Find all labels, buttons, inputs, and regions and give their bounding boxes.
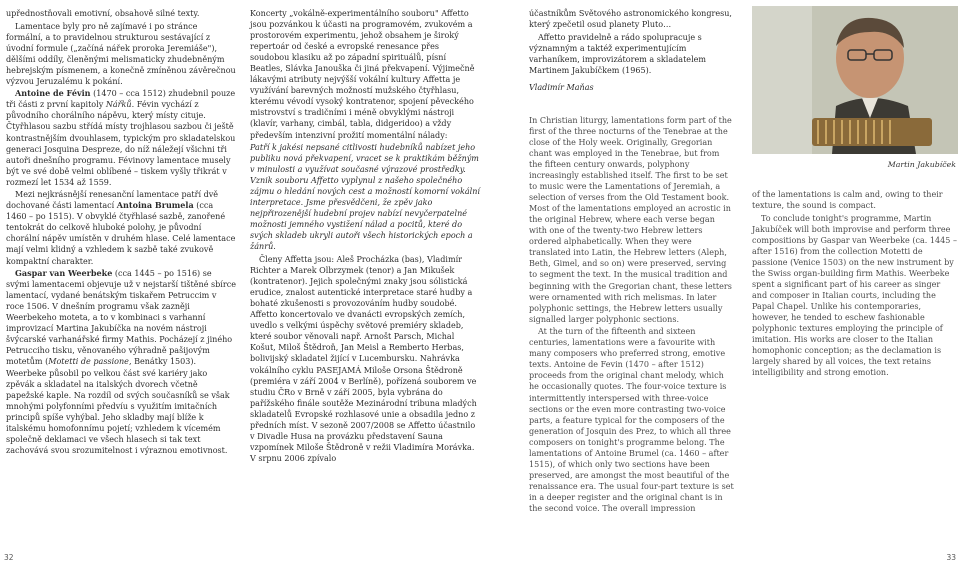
column-1 (6, 8, 236, 457)
column-2 (250, 8, 480, 465)
text: Nářků (105, 100, 132, 110)
text: Mezi nejkrásnější renesanční lamentace patří dvě dochované části lamentací (6, 190, 219, 211)
portrait-photo (752, 6, 958, 154)
composer-name: Gaspar van Weerbeke (15, 268, 113, 279)
quote: Patří k jakési nepsané citlivosti hudebníků nabízet jeho publiku nová překvapení, vracet se k praktikám běžným v minulosti a využívat současné výrazové prostředky. Vznik souboru Affetto vyplynul z našeho společného zájmu o hledání nových cest a možností komorní vokální interpretace. Jsme přesvědčeni, že zpěv jako nejpřirozenější hudební projev nabízí nevyčerpatelné možnosti jemného vystižení nálad a pocitů, které do svých skladeb ukryli autoři všech historických epoch a žánrů. (250, 143, 480, 252)
author-name: Vladimír Maňas (529, 82, 594, 92)
paragraph (6, 189, 236, 266)
composer-name: Antoina Brumela (116, 200, 194, 211)
text: Motetti de passione (48, 357, 129, 367)
photo-caption: Martin Jakubíček (887, 160, 956, 169)
paragraph-en: At the turn of the fifteenth and sixteen centuries, lamentations were a favourite with many composers who preferred strong, emotive texts. Antoine de Fevin (1470 – after 1512) proceeds from the original chant melody, which he occasionally quotes. The four-voice texture is intermittently interspersed with three-voice sections or the even more contrasting two-voice parts, a feature typical for the composers of the generation of Josquin des Prez, to which all three composers on tonight's programme belong. The lamentations of Antoine Brumel (ca. 1460 – after 1515), of which only two sections have been preserved, are amongst the most beautiful of the renaissance era. The usual four-part texture is set in a deeper register and the original chant is in the second voice. The overall impression (529, 327, 734, 513)
column-3 (529, 8, 735, 516)
paragraph (6, 88, 236, 187)
text: (cca 1445 – po 1516) se svými lamentacemi objevuje už v nejstarší tištěné sbírce lamentací, vydané benátským tiskařem Petruccim v roce 1506. V dnešním programu však zazněji Weerbekeho moteta, a to v kombinaci s varhanní improvizací Martina Jakubíčka na novém nástroji švýcarské varhanářské firmy Mathis. Pocházejí z jiného Petrucciho tisku, věnovaného výhradně pašijovým motetům ( (6, 269, 236, 367)
text: (1470 – cca 1512) zhudebnil pouze tři části z první kapitoly (6, 89, 236, 110)
paragraph-en: of the lamentations is calm and, owing to their texture, the sound is compact. (752, 190, 943, 211)
paragraph: Lamentace byly pro ně zajímavé i po stránce formální, a to pravidelnou strukturou sestávající z úvodní formule („začíná nářek proroka Jeremiáše"), dělšími oddíly, členěnými melismaticky zhudebněným hebrejským písmenem, a konečně zmíněnou závěrečnou výzvou Jeruzalému k pokání. (6, 21, 236, 86)
portrait-illustration (752, 6, 958, 154)
paragraph (6, 268, 236, 456)
paragraph (250, 142, 480, 252)
paragraph-en: To conclude tonight's programme, Martin Jakubíček will both improvise and perform three compositions by Gaspar van Weerbeke (ca. 1445 – after 1516) from the collection Motetti de passione (Venice 1503) on the new instrument by the Swiss organ-building firm Mathis. Weerbeke spent a significant part of his career as singer and composer in Italian courts, including the Papal Chapel. Unlike his contemporaries, however, he tended to eschew fashionable polyphonic textures employing the principle of imitation. His works are closer to the Italian homophonic conception; as the declamation is largely shared by all voices, the text retains intelligibility and strong emotion. (752, 213, 957, 378)
paragraph-en: In Christian liturgy, lamentations form part of the first of the three nocturns of the Tenebrae at the close of the Holy week. Originally, Gregorian chant was employed in the Tenebrae, but from the fifteen century onwards, polyphony increasingly established itself. The first to be set to music were the Lamentations of Jeremiah, a selection of verses from the Old Testament book. Most of the lamentations employed an acrostic in the original Hebrew, where each verse began with one of the twenty-two Hebrew letters ordered alphabetically. When they were translated into Latin, the Hebrew letters (Aleph, Beth, Gimel, and so on) were preserved, serving to segment the text. In the musical tradition and beginning with the Gregorian chant, these letters were ornamented with rich melismas. In later polyphonic settings, the Hebrew letters usually signalled larger polyphonic sections. (529, 115, 732, 324)
text: (cca 1460 – po 1515). V obvyklé čtyřhlasé sazbě, zanořené tentokrát do celkově hluboké polohy, je původní chorální nápěv umístěn v druhém hlase. Celé lamentace mají velmi klidný a vzhledem k sazbě také zvukově kompaktní charakter. (6, 201, 236, 266)
author-signature (529, 82, 735, 93)
composer-name: Antoine de Févin (15, 88, 91, 99)
paragraph: upřednostňovali emotivní, obsahově silné texty. (6, 9, 200, 18)
page-number-left: 32 (4, 553, 14, 562)
text: . Févin vychází z původního chorálního nápěvu, který místy cituje. Čtyřhlasou sazbu střídá místy trojhlasou sazbou či ještě kontrastnějším dvouhlasem, typickým pro skladatelskou generaci Josquina Despreze, do níž náležejí všichni tři autoři dnešního programu. Févinovy lamentace musely být ve své době velmi oblíbené – tiskem vyšly třikrát v rozmezí let 1534 až 1559. (6, 100, 236, 187)
column-4 (752, 189, 957, 380)
paragraph: Členy Affetta jsou: Aleš Procházka (bas), Vladimír Richter a Marek Olbrzymek (tenor) a Jan Mikušek (kontratenor). Jejich společnými znaky jsou sólistická erudice, znalost autentické interpretace staré hudby a bohaté zkušenosti s provozováním hudby soudobé. Affetto koncertovalo ve dvanácti evropských zemích, uvedlo s velkými úspěchy světové premiéry skladeb, které soubor věnovali např. Arnošt Parsch, Michal Košut, Miloš Štědroň, Jan Meisl a Remberto Herbas, bolivijský skladatel žijící v Lucembursku. Nahrávka vokálního cyklu PASEJAMÁ Miloše Orsona Štědroně (premiéra v září 2004 v Berlíně), pořízená souborem ve studiu ČRo v Brně v září 2005, byla vybrána do pařížského finále soutěže Mezinárodní tribuna mladých skladatelů Evropské rozhlasové unie a obsadila jedno z předních míst. V sezoně 2007/2008 se Affetto účastnilo v Divadle Husa na provázku představení Sauna vzpomínek Miloše Štědroně v režii Vladimíra Morávka. V srpnu 2006 zpívalo (250, 255, 477, 463)
paragraph: Koncerty „vokálně-experimentálního souboru" Affetto jsou pozvánkou k účasti na programovém, zvukovém a prostorovém experimentu, jehož obsahem je široký repertoár od české a evropské renesance přes soudobou klasiku až po západní spirituálů, písní Beatles, Slávka Janouška či jiná překvapení. Výjimečně lákavými atributy nejvýšší vokální kultury Affetta je využívání barevných možností mužského čtyřhlasu, kterému vévodí vysoký kontratenor, spojení pěveckého mistrovství s tradičními i méně obvyklými nástroji (klavír, varhany, cimbál, tabla, didgeridoo) a vždy především intenzivní prožití momentální nálady: (250, 9, 475, 140)
paragraph: Affetto pravidelně a rádo spolupracuje s významným a taktéž experimentujícím varhaníkem, improvizátorem a skladatelem Martinem Jakubíčkem (1965). (529, 32, 707, 75)
text: , Benátky 1503). Weerbeke působil po velkou část své kariéry jako zpěvák a skladatel na italských dvorech včetně papežské kaple. Na rozdíl od svých současníků se však mnohými polyfonními předvíu s využitím imitačních principů spíše vyhýbal. Jeho skladby mají blíže k italskému homofonnímu pojetí; vzhledem k vícemém společně deklamaci ve všech hlasech si tak text zachovává svou srozumitelnost i výraznou emotivnost. (6, 357, 230, 455)
page-number-right: 33 (946, 553, 956, 562)
paragraph: účastníkům Světového astronomického kongresu, který zpečetil osud planety Pluto… (529, 9, 732, 30)
